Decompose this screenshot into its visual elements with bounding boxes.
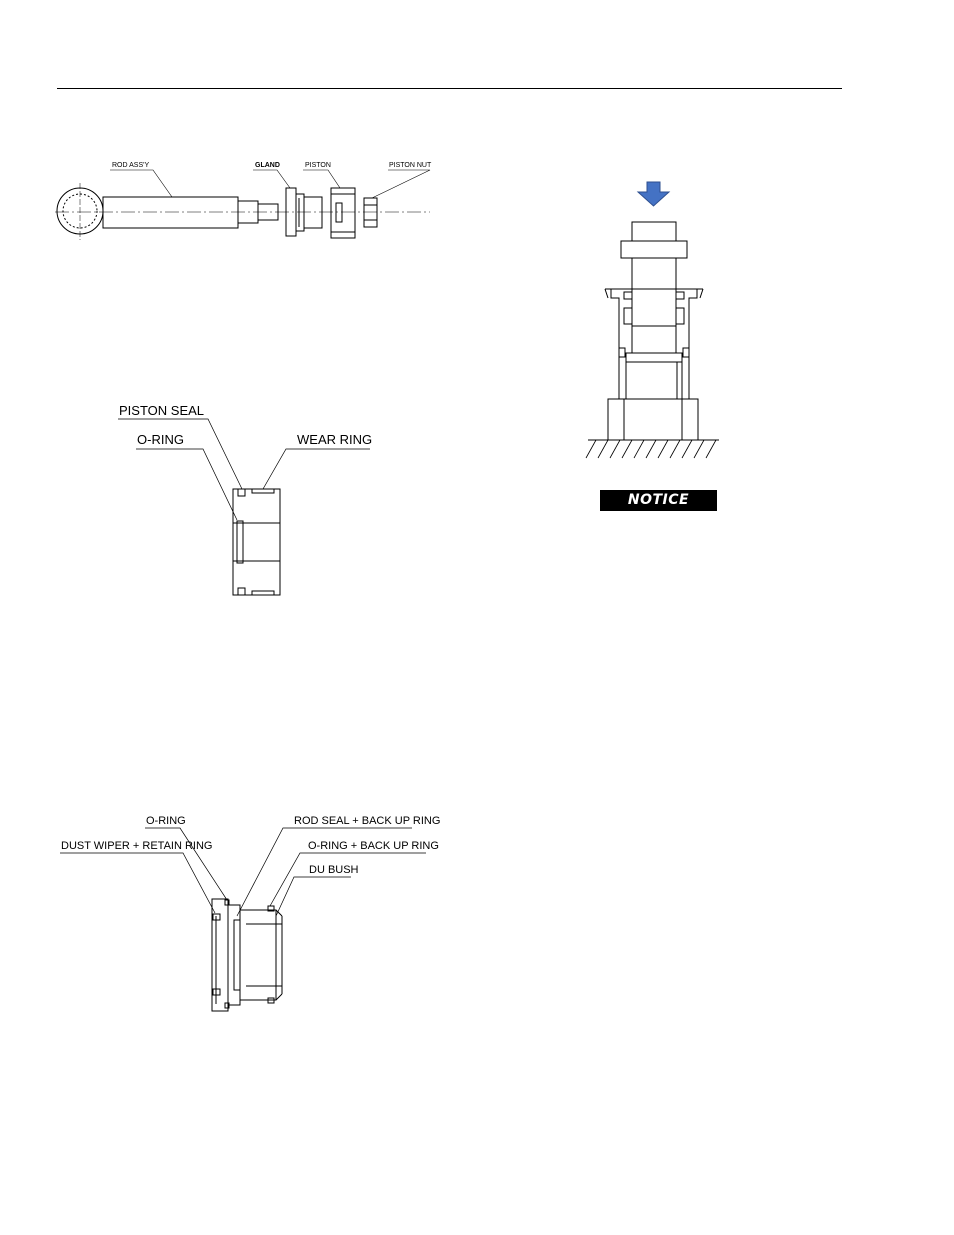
rod-assembly-figure xyxy=(55,162,432,240)
gland-seal-figure xyxy=(60,815,440,1011)
label-piston-seal: PISTON SEAL xyxy=(119,403,205,418)
label-du-bush: DU BUSH xyxy=(309,864,359,876)
label-wear-ring: WEAR RING xyxy=(297,432,373,447)
label-piston: PISTON xyxy=(305,162,331,169)
label-o-ring-backup: O-RING + BACK UP RING xyxy=(308,840,439,852)
piston-seal-figure xyxy=(118,403,372,595)
label-dust-wiper: DUST WIPER + RETAIN RING xyxy=(61,840,213,852)
label-o-ring: O-RING xyxy=(137,432,184,447)
notice-badge: NOTICE xyxy=(600,490,717,511)
label-piston-nut: PISTON NUT xyxy=(389,162,432,169)
down-arrow-icon xyxy=(638,182,669,206)
press-fit-figure xyxy=(586,182,719,458)
label-rod-seal: ROD SEAL + BACK UP RING xyxy=(294,815,441,827)
label-gland-o-ring: O-RING xyxy=(146,815,186,827)
label-gland: GLAND xyxy=(255,162,280,169)
label-rod-assy: ROD ASS'Y xyxy=(112,162,150,169)
